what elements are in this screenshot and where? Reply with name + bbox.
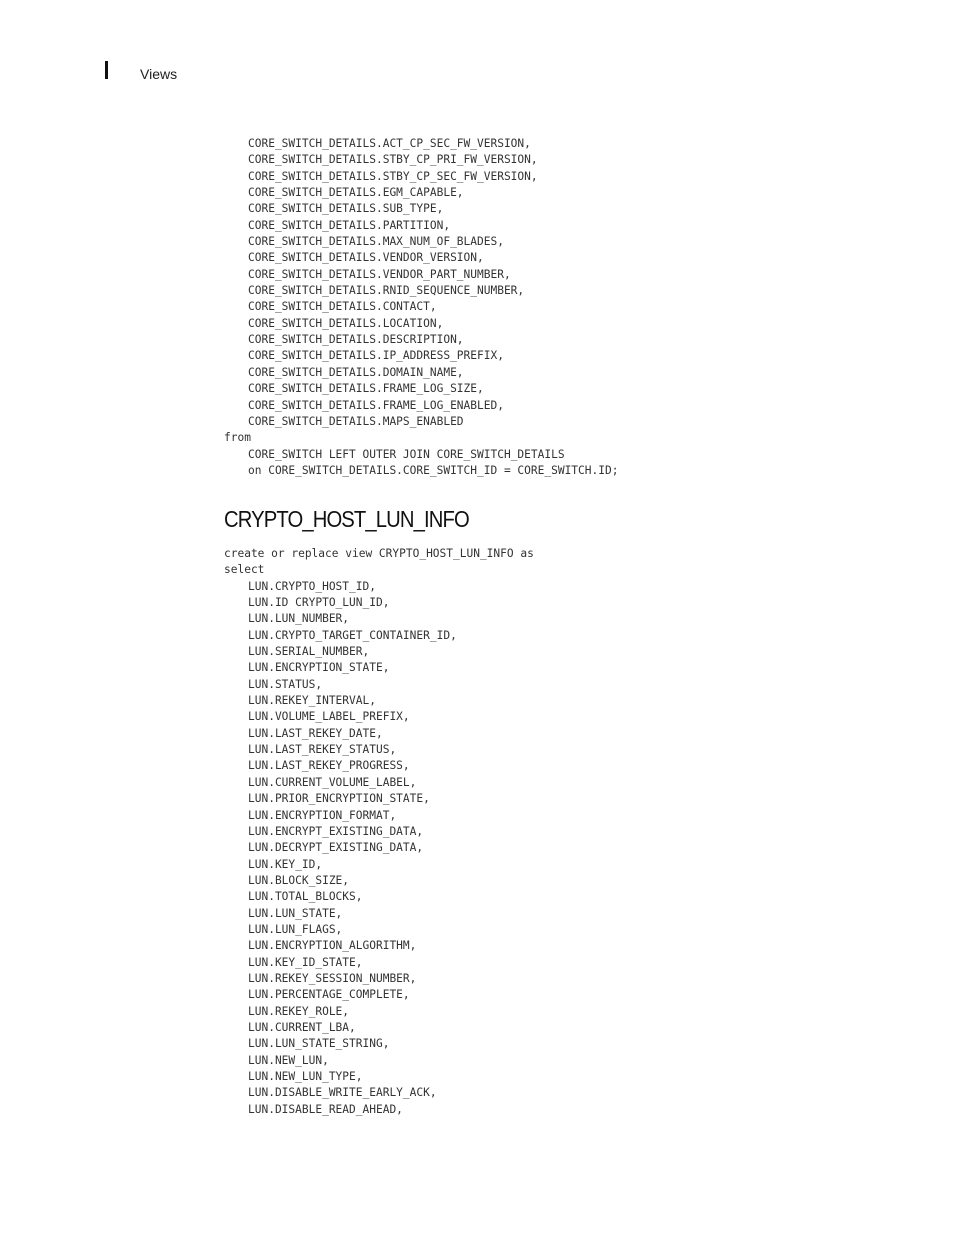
code-line: LUN.CRYPTO_TARGET_CONTAINER_ID, — [248, 628, 457, 642]
code-line: LUN.DISABLE_WRITE_EARLY_ACK, — [248, 1086, 437, 1100]
code-line: LUN.LUN_NUMBER, — [248, 612, 350, 626]
code-line: LUN.PERCENTAGE_COMPLETE, — [248, 988, 410, 1002]
code-line: LUN.DISABLE_READ_AHEAD, — [248, 1102, 403, 1116]
code-line: LUN.REKEY_INTERVAL, — [248, 694, 376, 708]
code-line: LUN.ENCRYPT_EXISTING_DATA, — [248, 824, 424, 838]
code-line: LUN.LAST_REKEY_DATE, — [248, 726, 383, 740]
code-line: create or replace view CRYPTO_HOST_LUN_INFO as — [224, 547, 534, 560]
code-line: LUN.CRYPTO_HOST_ID, — [248, 579, 376, 593]
code-line: select — [224, 563, 265, 577]
code-line: LUN.ENCRYPTION_ALGORITHM, — [248, 939, 417, 953]
code-line: CORE_SWITCH_DETAILS.VENDOR_VERSION, — [248, 251, 484, 265]
code-line: LUN.DECRYPT_EXISTING_DATA, — [248, 841, 424, 855]
code-line: LUN.NEW_LUN_TYPE, — [248, 1070, 363, 1083]
code-line: LUN.LUN_FLAGS, — [248, 922, 343, 936]
code-line: LUN.REKEY_SESSION_NUMBER, — [248, 971, 417, 985]
header-change-bar — [105, 61, 108, 79]
code-line: LUN.CURRENT_LBA, — [248, 1020, 356, 1034]
code-line: on CORE_SWITCH_DETAILS.CORE_SWITCH_ID = CORE_SWITCH.ID; — [248, 463, 619, 477]
code-line: CORE_SWITCH LEFT OUTER JOIN CORE_SWITCH_DETAILS — [248, 447, 565, 461]
code-line: CORE_SWITCH_DETAILS.STBY_CP_SEC_FW_VERSION, — [248, 169, 538, 183]
code-line: CORE_SWITCH_DETAILS.RNID_SEQUENCE_NUMBER, — [248, 284, 525, 298]
code-line: CORE_SWITCH_DETAILS.IP_ADDRESS_PREFIX, — [248, 349, 504, 363]
code-line: LUN.SERIAL_NUMBER, — [248, 645, 370, 659]
code-line: LUN.STATUS, — [248, 677, 323, 691]
code-line: LUN.ENCRYPTION_FORMAT, — [248, 808, 397, 822]
running-header-section: Views — [140, 66, 178, 82]
code-line: LUN.ID CRYPTO_LUN_ID, — [248, 596, 390, 610]
code-line: LUN.LUN_STATE_STRING, — [248, 1037, 390, 1051]
section-heading: CRYPTO_HOST_LUN_INFO — [224, 506, 469, 532]
code-line: CORE_SWITCH_DETAILS.DOMAIN_NAME, — [248, 365, 464, 379]
code-line: CORE_SWITCH_DETAILS.ACT_CP_SEC_FW_VERSION, — [248, 137, 531, 150]
code-line: CORE_SWITCH_DETAILS.VENDOR_PART_NUMBER, — [248, 267, 511, 281]
code-line: LUN.VOLUME_LABEL_PREFIX, — [248, 710, 410, 724]
code-line: LUN.CURRENT_VOLUME_LABEL, — [248, 775, 417, 789]
code-line: CORE_SWITCH_DETAILS.CONTACT, — [248, 300, 437, 314]
code-line: LUN.LAST_REKEY_STATUS, — [248, 743, 397, 757]
code-line: CORE_SWITCH_DETAILS.PARTITION, — [248, 218, 451, 232]
code-line: CORE_SWITCH_DETAILS.EGM_CAPABLE, — [248, 186, 464, 200]
code-line: LUN.BLOCK_SIZE, — [248, 873, 350, 887]
code-line: LUN.LUN_STATE, — [248, 906, 343, 920]
sql-code-block-crypto-host-lun-info — [224, 546, 534, 1118]
code-line: CORE_SWITCH_DETAILS.FRAME_LOG_SIZE, — [248, 382, 484, 396]
code-line: LUN.KEY_ID_STATE, — [248, 955, 363, 969]
code-line: LUN.PRIOR_ENCRYPTION_STATE, — [248, 792, 430, 806]
code-line: LUN.KEY_ID, — [248, 857, 323, 871]
code-line: CORE_SWITCH_DETAILS.SUB_TYPE, — [248, 202, 444, 216]
code-line: LUN.NEW_LUN, — [248, 1053, 329, 1067]
code-line: LUN.LAST_REKEY_PROGRESS, — [248, 759, 410, 773]
code-line: CORE_SWITCH_DETAILS.MAPS_ENABLED — [248, 414, 464, 428]
code-line: from — [224, 431, 251, 445]
code-line: CORE_SWITCH_DETAILS.STBY_CP_PRI_FW_VERSION, — [248, 153, 538, 167]
code-line: LUN.TOTAL_BLOCKS, — [248, 890, 363, 904]
sql-code-block-core-switch — [224, 136, 618, 479]
code-line: LUN.ENCRYPTION_STATE, — [248, 661, 390, 675]
code-line: CORE_SWITCH_DETAILS.DESCRIPTION, — [248, 333, 464, 347]
code-line: CORE_SWITCH_DETAILS.LOCATION, — [248, 316, 444, 330]
code-line: LUN.REKEY_ROLE, — [248, 1004, 350, 1018]
code-line: CORE_SWITCH_DETAILS.MAX_NUM_OF_BLADES, — [248, 235, 504, 249]
code-line: CORE_SWITCH_DETAILS.FRAME_LOG_ENABLED, — [248, 398, 504, 412]
